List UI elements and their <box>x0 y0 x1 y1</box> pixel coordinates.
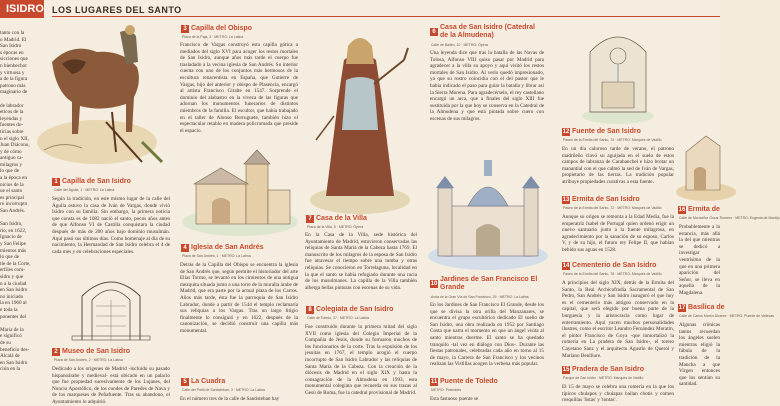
section-11-address: METRO: Pirámides <box>431 388 462 392</box>
left-strip-line: tle de la Corte, <box>0 260 31 267</box>
section-number: 12 <box>562 129 570 135</box>
section-15-heading <box>562 366 644 374</box>
section-number: 14 <box>562 263 570 269</box>
section-15-address: Parque de San Isidro · METRO: Marqués de Vadillo <box>563 376 644 380</box>
section-2-heading <box>52 348 130 356</box>
left-strip-line: de labrador <box>0 102 24 109</box>
section-title: Capilla de San Isidro <box>62 178 131 185</box>
section-title: Ermita de San Isidro <box>572 196 640 203</box>
section-14-heading <box>562 262 656 270</box>
left-strip-line: nicios de la <box>0 181 24 188</box>
section-number: 15 <box>562 367 570 373</box>
section-number: 13 <box>562 197 570 203</box>
section-title: Capilla del Obispo <box>191 25 253 32</box>
section-14-address: Paseo de la Ermita del Santo, 78 · METRO: Marqués de Vadillo <box>563 272 662 276</box>
section-3-address: Plaza de la Paja, 3 · METRO: La Latina <box>182 35 244 39</box>
section-number: 7 <box>306 215 314 223</box>
museum-doorway-illustration <box>62 266 160 342</box>
section-12-heading <box>562 128 641 136</box>
section-7-address: Plaza de la Villa, 5 · METRO: Ópera <box>307 225 364 229</box>
section-4-address: Plaza de San Andrés, 1 · METRO: La Latina <box>182 254 251 258</box>
section-4-text: Detrás de la Capilla del Obispo se encuentra la iglesia de San Andrés que, según permite el historiador del arte Elías Tormo, se levantó en los cimientos de una antigua mezquita situada junto a una torre de la muralla árabe de Madrid, que era parte por la actual plaza de los Carros. Años más tarde, ésta fue la parroquia de San Isidro Labrador, donde a partir de 1544 el templo reclamaría sus reliquias a los Vargas. Tras un largo litigio finalmente lo consiguió y en 1622, después de la canonización, se decidió construir una capilla más monumental. <box>180 262 298 334</box>
section-title: Pradera de San Isidro <box>572 366 644 373</box>
left-strip-line: Juan Diácono, <box>0 142 30 149</box>
left-strip-line: a de la figura <box>0 76 28 83</box>
left-strip-line: erfiles com- <box>0 267 25 274</box>
section-number: 8 <box>306 306 314 314</box>
section-number: 6 <box>430 28 438 36</box>
section-14-text: A principios del siglo XIX, detrás de la Ermita del Santo, la Real Archicofradía Sacramental de San Pedro, San Andrés y San Isidro inauguró el que hoy es el cementerio más antiguo conservado en la capital, que será elegido por buena parte de la burguesía y la aristocracia como lugar de enterramiento. Aquí yacen muchos personalidades ilustres, como el escritor Leandro Fernández Moratín, el pintor Francisco de Goya -que inmortalizó la romería en La pradera de San Isidro-, el torero Cayetano Sanz y el arquitecto Agustín de Querol y Mariano Benlliure. <box>562 280 674 359</box>
section-title: Jardines de San Francisco El Grande <box>440 276 538 291</box>
section-5-heading <box>181 378 225 386</box>
left-strip-line: lo que de <box>0 254 20 261</box>
section-17-heading <box>678 304 725 312</box>
left-strip-line: antiguo ca- <box>0 155 24 162</box>
section-6-text: Una leyenda dice que tras la batalla de las Navas de Tolosa, Alfonso VIII quiso pasar por Madrid para agradecer a la villa su apoyo y aquí visitó los restos mortales de San Isidro. Al verlo quedó impresionado, ya que su rostro coincidía con el del pastor que le había indicado el paso para guiar la batalla y librar así la Sierra Morena. Para agradecérselo, el rey castellano encargó un arca, que a finales del siglo XIII fue sustituida por la que hoy se conserva en la Catedral de la Almudena y que está pintada sobre cuero con escenas de sus milagros. <box>430 50 544 122</box>
church-illustration <box>182 144 298 236</box>
section-16-heading <box>678 206 720 214</box>
section-8-address: Calle de Toledo, 37 · METRO: La Latina <box>307 316 369 320</box>
left-strip-line: Ignacio de <box>0 234 22 241</box>
left-strip-line: San Isidro <box>0 43 22 50</box>
left-strip-line: sicciones que <box>0 56 28 63</box>
section-number: 1 <box>52 178 60 186</box>
section-17-text: Algunas crónicas tantos recuerdan los ángeles suelen mientras eligió la fábula de la tradición de la Mancha a que Virgen entonces que los sentían su santidad. <box>679 322 720 388</box>
left-strip-line <box>0 215 36 222</box>
section-7-text: En la Casa de la Villa, sede histórica del Ayuntamiento de Madrid, estuvieron conservadas las reliquias de Santa María de la Cabeza hasta 1769. El manuscrito de los milagros de la esposa de San Isidro fue atravesar el tiempo sobre una tumba y otras reliquias. Se conocieron en Torrelaguna, localidad en la que el santo se había refugiado durante una racia de los musulmanes. La capilla de la Villa también alberga bellas pinturas con escenas de su vida. <box>305 232 417 291</box>
section-15-text: El 15 de mayo se celebra una romería en la que los típicos chulapos y chulapas bailan chotis y comen rosquillas 'listas' y 'tontas'. <box>562 384 674 404</box>
left-strip-line: s épocas en <box>0 49 24 56</box>
left-strip-line: en San Isidro <box>0 359 28 366</box>
left-strip-line: leyendas y <box>0 115 23 122</box>
section-2-address: Plaza de San Andrés, 2 · METRO: La Latina <box>54 358 123 362</box>
left-strip-line: Alcalá de <box>0 353 20 360</box>
section-17-address: Calle de Carlos Martín Álvarez · METRO: Puente de Vallecas <box>679 314 775 318</box>
left-strip-line: ticias sobre <box>0 128 24 135</box>
section-1-text: Según la tradición, en este mismo lugar de la calle del Águila estuvo la casa de Iván de Vargas, donde vivió Isidro con su familia. Sin embargo, la primera noticia que consta es de 1082 nació el santo, pocos años antes de que Alfonso VI de Castilla conquistara la ciudad después de más de 200 años bajo dominio musulmán. Aquí pasó sus últimos días. Como homenaje al día de su nacimiento, la Hermandad de San Isidro celebra el 4 de cada mes y en celebraciones especiales. <box>52 196 170 255</box>
left-strip-line: beneficio des- <box>0 346 30 353</box>
section-number: 11 <box>430 379 438 385</box>
left-strip-line: a la época en <box>0 175 27 182</box>
section-3-text: Francisco de Vargas construyó esta capilla gótica a mediados del siglo XVI para acoger los restos mortales de San Isidro, aunque años más tarde el cuerpo fue trasladado a la vecina iglesia de San Andrés. Su interior cuenta con uno de los conjuntos más hermosos de la escultura renacentista en España, que Gutierre de Vargas, hijo del anterior y obispo de Plasencia, encargó al artista Francisco Giralte en 1547. Sorprende el dominio del alabastro en la viveza de las figuras que adornan los monumentos funerarios de distintos miembros de la familia. El escultor, que había trabajado en el taller de Alonso Berruguete, también hizo el espectacular retablo en madera policromada que preside el espacio. <box>180 42 298 134</box>
left-strip-line: es principal <box>0 194 25 201</box>
section-12-address: Paseo de la Ermita del Santo, 74 · METRO: Marqués de Vadillo <box>563 138 662 142</box>
section-number: 3 <box>181 25 189 33</box>
section-10-text: En los Jardines de San Francisco El Grande, desde los que se divisa la otra orilla del Manzanares, se encuentra el grupo escultórico dedicado El sueño de San Isidro, una obra realizada en 1952 por Santiago Costa que narra el momento en que un ángel visita al santo mientras duerme. El santo se ha quedado tranquilo -tal vez en diálogo con Dios-. Durante las fiestas patronales, celebradas cada año en torno al 15 de mayo, la Carrera de San Francisco y los vecinos realizan las Vistillas acogen la verbena más popular. <box>430 302 544 368</box>
oxen-plow-illustration <box>42 22 164 170</box>
header-rule <box>52 16 720 17</box>
section-title: Iglesia de San Andrés <box>191 244 264 251</box>
left-strip-line: Maria de la <box>0 326 24 333</box>
left-strip-line: maginario de <box>0 89 28 96</box>
left-strip-text <box>0 30 36 373</box>
left-strip-line: sidro y que <box>0 273 24 280</box>
left-strip-line: San Andrés. <box>0 208 26 215</box>
left-strip-line: mientos más <box>0 247 27 254</box>
section-1-address: Calle del Águila, 1 · METRO: La Latina <box>54 188 115 192</box>
left-strip-line: ponentes del <box>0 313 27 320</box>
left-strip-line: n el siglo XII, <box>0 135 29 142</box>
left-strip-line: ción en la <box>0 366 21 373</box>
ermita-illustration <box>676 112 720 202</box>
section-title: Cementerio de San Isidro <box>572 262 657 269</box>
left-strip-line: o Madrid. El <box>0 36 27 43</box>
section-title: La Cuadra <box>191 378 226 385</box>
section-number: 5 <box>181 378 189 386</box>
left-strip-line <box>0 96 36 103</box>
section-title: Casa de la Villa <box>316 215 367 222</box>
fountain-illustration <box>580 22 656 126</box>
left-strip-line: y virtuosa y <box>0 69 25 76</box>
section-7-heading <box>306 215 367 223</box>
section-3-heading <box>181 25 252 33</box>
section-number: 17 <box>678 305 686 311</box>
section-title: Fuente de San Isidro <box>572 128 641 135</box>
left-strip-line: fuentes do- <box>0 122 24 129</box>
cathedral-illustration <box>428 146 548 270</box>
section-4-heading <box>181 244 264 252</box>
left-strip-line: n bienhechor <box>0 62 27 69</box>
section-13-heading <box>562 196 640 204</box>
section-number: 10 <box>430 281 438 287</box>
left-strip-line: no iniciado <box>0 293 24 300</box>
left-strip-line: ro incorrupto <box>0 201 28 208</box>
left-strip-line: milagros y <box>0 161 23 168</box>
left-strip-line: y San Felipe <box>0 241 26 247</box>
section-title: Colegiata de San Isidro <box>316 306 394 313</box>
left-strip-line: ue el santo <box>0 188 23 195</box>
section-2-text: Dedicado a los orígenes de Madrid -incluido su pasado hispanoárabe y medieval- está ubicado en un palacio que fue propiedad sucesivamente de los Lujanes, del Nuncio Apostólico, de los condes de Paredes de Nava y de los marqueses de Peñafuente. Tras su abandono, el Ayuntamiento lo adquirió. <box>52 366 170 405</box>
page-header: LOS LUGARES DEL SANTO <box>52 5 182 15</box>
left-strip-line: e significó <box>0 333 22 340</box>
section-title: Puente de Toledo <box>440 378 498 385</box>
left-strip-line: n a la ciudad <box>0 280 27 287</box>
section-10-address: Avda de la Gran Vía de San Francisco, 29 · METRO: La Latina <box>431 295 529 299</box>
section-11-text: Esta fastuoso puente se <box>430 396 479 402</box>
section-16-text: Probablemente a la estancia, más allá la del que mientras se dedicó a investigar ventrísimo de la que en una primera aparición del Señor, se lleva en aquella de la Magdalena. <box>679 224 720 296</box>
left-strip-line: de su <box>0 339 11 346</box>
left-strip-line: San Isidro, <box>0 221 23 228</box>
section-1-heading <box>52 178 131 186</box>
section-16-address: Calle de Monseñor Óscar Romero · METRO: Eugenia de Montijo <box>679 216 780 220</box>
left-strip-line: e toda la <box>0 306 18 313</box>
left-strip-line: en San Isidro <box>0 287 28 294</box>
section-12-text: En un día caluroso tarde de verano, el patrono madrileño clavó su aguijada en el suelo de estos campos de labranza de Carabanchel e hizo brotar un manantial con el que calmó la sed de Iván de Vargas, propietario de las tierras. La tradición popular atribuye propiedades curativas a esta fuente. <box>562 146 674 185</box>
section-number: 16 <box>678 207 686 213</box>
left-strip-line: patrono más <box>0 82 26 89</box>
left-strip-line: la en 1960 al <box>0 300 27 307</box>
section-6-heading <box>430 24 540 40</box>
section-11-heading <box>430 378 498 386</box>
section-tab: ISIDRO <box>0 0 44 18</box>
section-10-heading <box>430 276 548 292</box>
section-title: Museo de San Isidro <box>62 348 131 355</box>
section-title: Basílica de <box>688 304 725 311</box>
section-13-address: Paseo de la Ermita del Santo, 72 · METRO: Marqués de Vadillo <box>563 206 662 210</box>
left-strip-line <box>0 320 36 327</box>
section-6-address: Calle de Bailén, 10 · METRO: Ópera <box>431 43 488 47</box>
section-title: Casa de San Isidro (Catedral de la Almudena) <box>440 24 535 39</box>
section-8-text: Fue construido durante la primera mitad del siglo XVII como iglesia del Colegio Imperial de la Compañía de Jesús, donde su formaron muchos de los funcionarios de la corte. Tras la expulsión de los jesuitas en 1767, el templo acogió el cuerpo incorrupto de San Isidro Labrador y las reliquias de Santa María de la Cabeza. Con la creación de la diócesis de Madrid en el siglo XIX y hasta la consagración de la Almudena en 1993, esta monumental colegiata que recuerda en sus trazas al Gesù de Roma, fue la catedral provisional de Madrid. <box>305 324 417 396</box>
left-strip-line: tanto con la <box>0 30 25 36</box>
section-number: 2 <box>52 348 60 356</box>
section-5-address: Calle del Pretil de Santisteban, 3 · METRO: La Latina <box>182 388 265 392</box>
left-strip-line: eticos de la <box>0 109 24 116</box>
left-strip-line: y de cómo <box>0 148 22 155</box>
section-title: Ermita de <box>688 206 720 213</box>
section-5-text: En el número tres de la calle de Santisteban hay <box>180 396 280 402</box>
section-13-text: Aunque su origen se remonta a la Edad Media, fue la emperatriz Isabel de Portugal quien ordenó erigir un nuevo santuario junto a la fuente milagrosa, en agradecimiento por la sanación de su esposo, Carlos V, y de su hijo, el futuro rey Felipe II, que habían bebido sus aguas en 1528. <box>562 214 674 253</box>
section-number: 4 <box>181 244 189 252</box>
santa-maria-de-la-cabeza-illustration <box>304 20 416 216</box>
left-strip-line: rio, en 1622, <box>0 227 27 234</box>
left-strip-line: lo que de <box>0 168 20 175</box>
section-8-heading <box>306 306 393 314</box>
